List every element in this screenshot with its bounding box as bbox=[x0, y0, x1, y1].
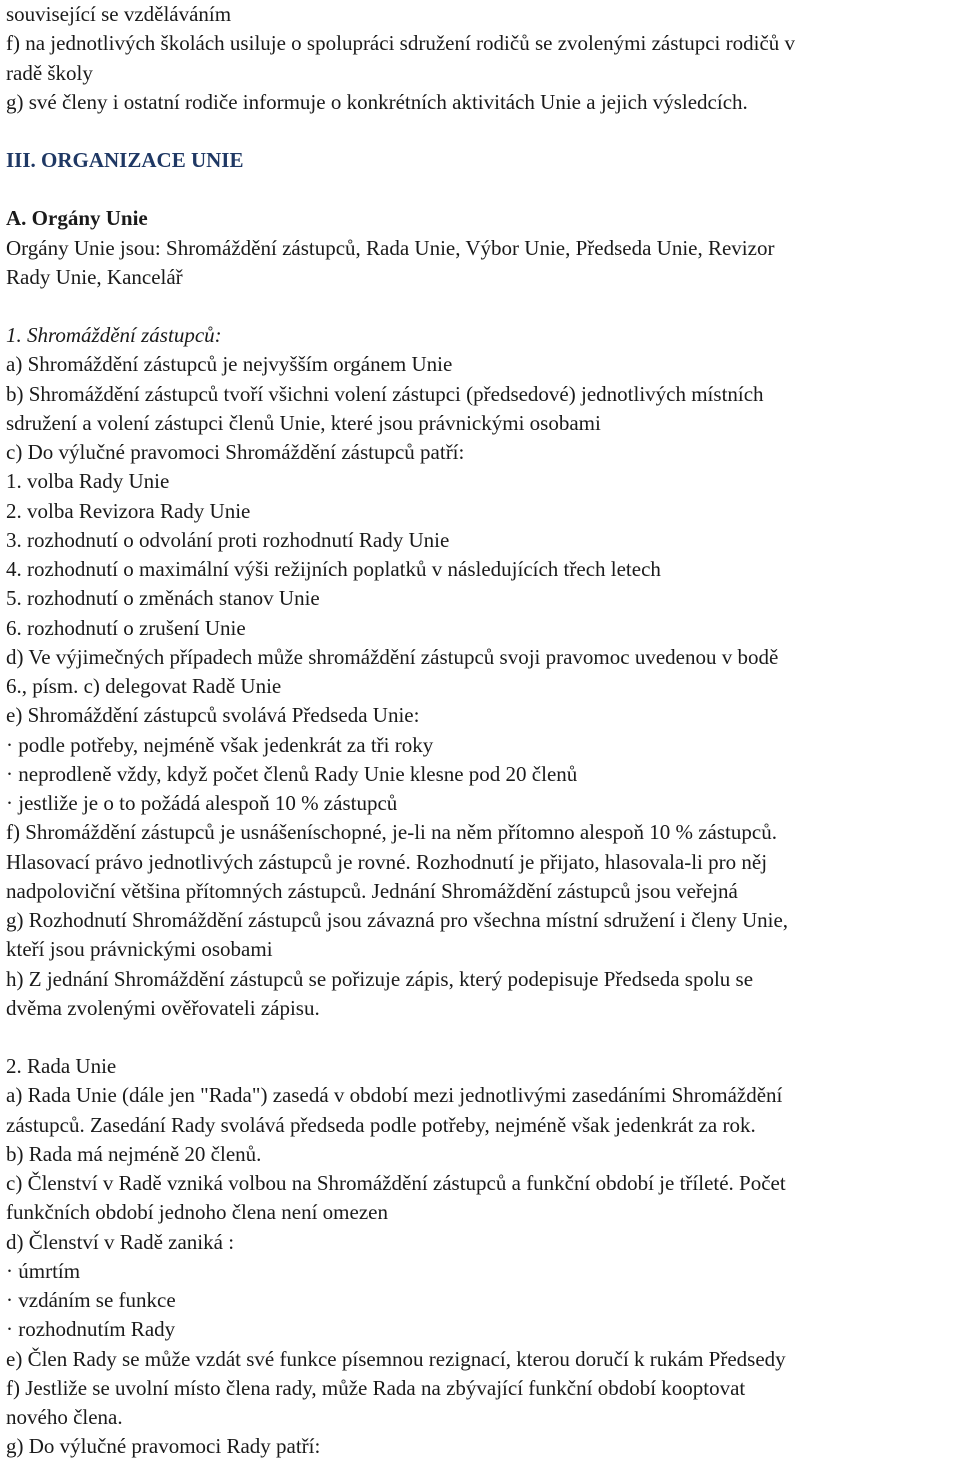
assembly-block bbox=[6, 321, 954, 1023]
bullet-item: · jestliže je o to požádá alespoň 10 % zástupců bbox=[6, 791, 398, 815]
text-line: Rady Unie, Kancelář bbox=[6, 264, 183, 289]
text-line: a) Shromáždění zástupců je nejvyšším orgánem Unie bbox=[6, 352, 453, 377]
council-block bbox=[6, 1052, 954, 1462]
text-line: zástupců. Zasedání Rady svolává předseda podle potřeby, nejméně však jedenkrát za rok. bbox=[6, 1112, 756, 1137]
list-item: 5. rozhodnutí o změnách stanov Unie bbox=[6, 586, 320, 611]
text-line: g) Do výlučné pravomoci Rady patří: bbox=[6, 1434, 321, 1459]
text-line: d) Členství v Radě zaniká : bbox=[6, 1229, 235, 1254]
subsection-heading: A. Orgány Unie bbox=[6, 206, 148, 231]
text-line: f) na jednotlivých školách usiluje o spolupráci sdružení rodičů se zvolenými zástupci rodičů v bbox=[6, 31, 796, 56]
bullet-item: · rozhodnutím Rady bbox=[6, 1317, 176, 1342]
organs-block bbox=[6, 204, 954, 292]
text-line: dvěma zvolenými ověřovateli zápisu. bbox=[6, 995, 320, 1020]
text-line: b) Shromáždění zástupců tvoří všichni volení zástupci (předsedové) jednotlivých místních bbox=[6, 381, 764, 406]
bullet-item: · vzdáním se funkce bbox=[6, 1288, 176, 1312]
assembly-heading: 1. Shromáždění zástupců: bbox=[6, 323, 222, 347]
text-line: sdružení a volení zástupci členů Unie, které jsou právnickými osobami bbox=[6, 410, 601, 435]
text-line: g) Rozhodnutí Shromáždění zástupců jsou závazná pro všechna místní sdružení i členy Unie, bbox=[6, 908, 789, 932]
text-line: nadpoloviční většina přítomných zástupců. Jednání Shromáždění zástupců jsou veřejná bbox=[6, 878, 738, 903]
text-line: b) Rada má nejméně 20 členů. bbox=[6, 1141, 262, 1166]
text-line: f) Shromáždění zástupců je usnášeníschopné, je-li na něm přítomno alespoň 10 % zástupců. bbox=[6, 820, 777, 845]
list-item: 4. rozhodnutí o maximální výši režijních poplatků v následujících třech letech bbox=[6, 557, 661, 581]
bullet-item: · podle potřeby, nejméně však jedenkrát za tři roky bbox=[6, 732, 434, 757]
text-line: e) Člen Rady se může vzdát své funkce písemnou rezignací, kterou doručí k rukám Předsedy bbox=[6, 1346, 786, 1371]
text-line: a) Rada Unie (dále jen "Rada") zasedá v období mezi jednotlivými zasedáními Shromáždění bbox=[6, 1083, 783, 1108]
text-line: radě školy bbox=[6, 60, 93, 85]
council-heading: 2. Rada Unie bbox=[6, 1054, 117, 1078]
list-item: 3. rozhodnutí o odvolání proti rozhodnutí Rady Unie bbox=[6, 527, 450, 552]
text-line: f) Jestliže se uvolní místo člena rady, může Rada na zbývající funkční období kooptovat bbox=[6, 1375, 746, 1400]
text-line: d) Ve výjimečných případech může shromáždění zástupců svoji pravomoc uvedenou v bodě bbox=[6, 644, 779, 669]
text-line: funkčních období jednoho člena není omezen bbox=[6, 1200, 388, 1225]
text-line: g) své členy i ostatní rodiče informuje o konkrétních aktivitách Unie a jejich výsledcích. bbox=[6, 89, 748, 114]
text-line: nového člena. bbox=[6, 1405, 123, 1429]
text-line: e) Shromáždění zástupců svolává Předseda Unie: bbox=[6, 703, 420, 728]
list-item: 1. volba Rady Unie bbox=[6, 469, 170, 494]
section-heading: III. ORGANIZACE UNIE bbox=[6, 148, 244, 172]
document-page bbox=[6, 0, 954, 1462]
text-line: c) Do výlučné pravomoci Shromáždění zástupců patří: bbox=[6, 440, 465, 464]
bullet-item: · neprodleně vždy, když počet členů Rady Unie klesne pod 20 členů bbox=[6, 761, 578, 786]
bullet-item: · úmrtím bbox=[6, 1258, 81, 1283]
text-line: 6., písm. c) delegovat Radě Unie bbox=[6, 674, 282, 698]
list-item: 2. volba Revizora Rady Unie bbox=[6, 498, 251, 523]
intro-block bbox=[6, 0, 954, 117]
text-line: Hlasovací právo jednotlivých zástupců je rovné. Rozhodnutí je přijato, hlasovala-li pro něj bbox=[6, 849, 768, 874]
text-line: c) Členství v Radě vzniká volbou na Shromáždění zástupců a funkční období je tříleté. Počet bbox=[6, 1171, 786, 1195]
list-item: 6. rozhodnutí o zrušení Unie bbox=[6, 615, 246, 640]
text-line: kteří jsou právnickými osobami bbox=[6, 937, 273, 962]
text-line: h) Z jednání Shromáždění zástupců se pořizuje zápis, který podepisuje Předseda spolu se bbox=[6, 966, 754, 991]
text-line: Orgány Unie jsou: Shromáždění zástupců, Rada Unie, Výbor Unie, Předseda Unie, Revizor bbox=[6, 235, 775, 260]
text-line: související se vzděláváním bbox=[6, 2, 232, 26]
